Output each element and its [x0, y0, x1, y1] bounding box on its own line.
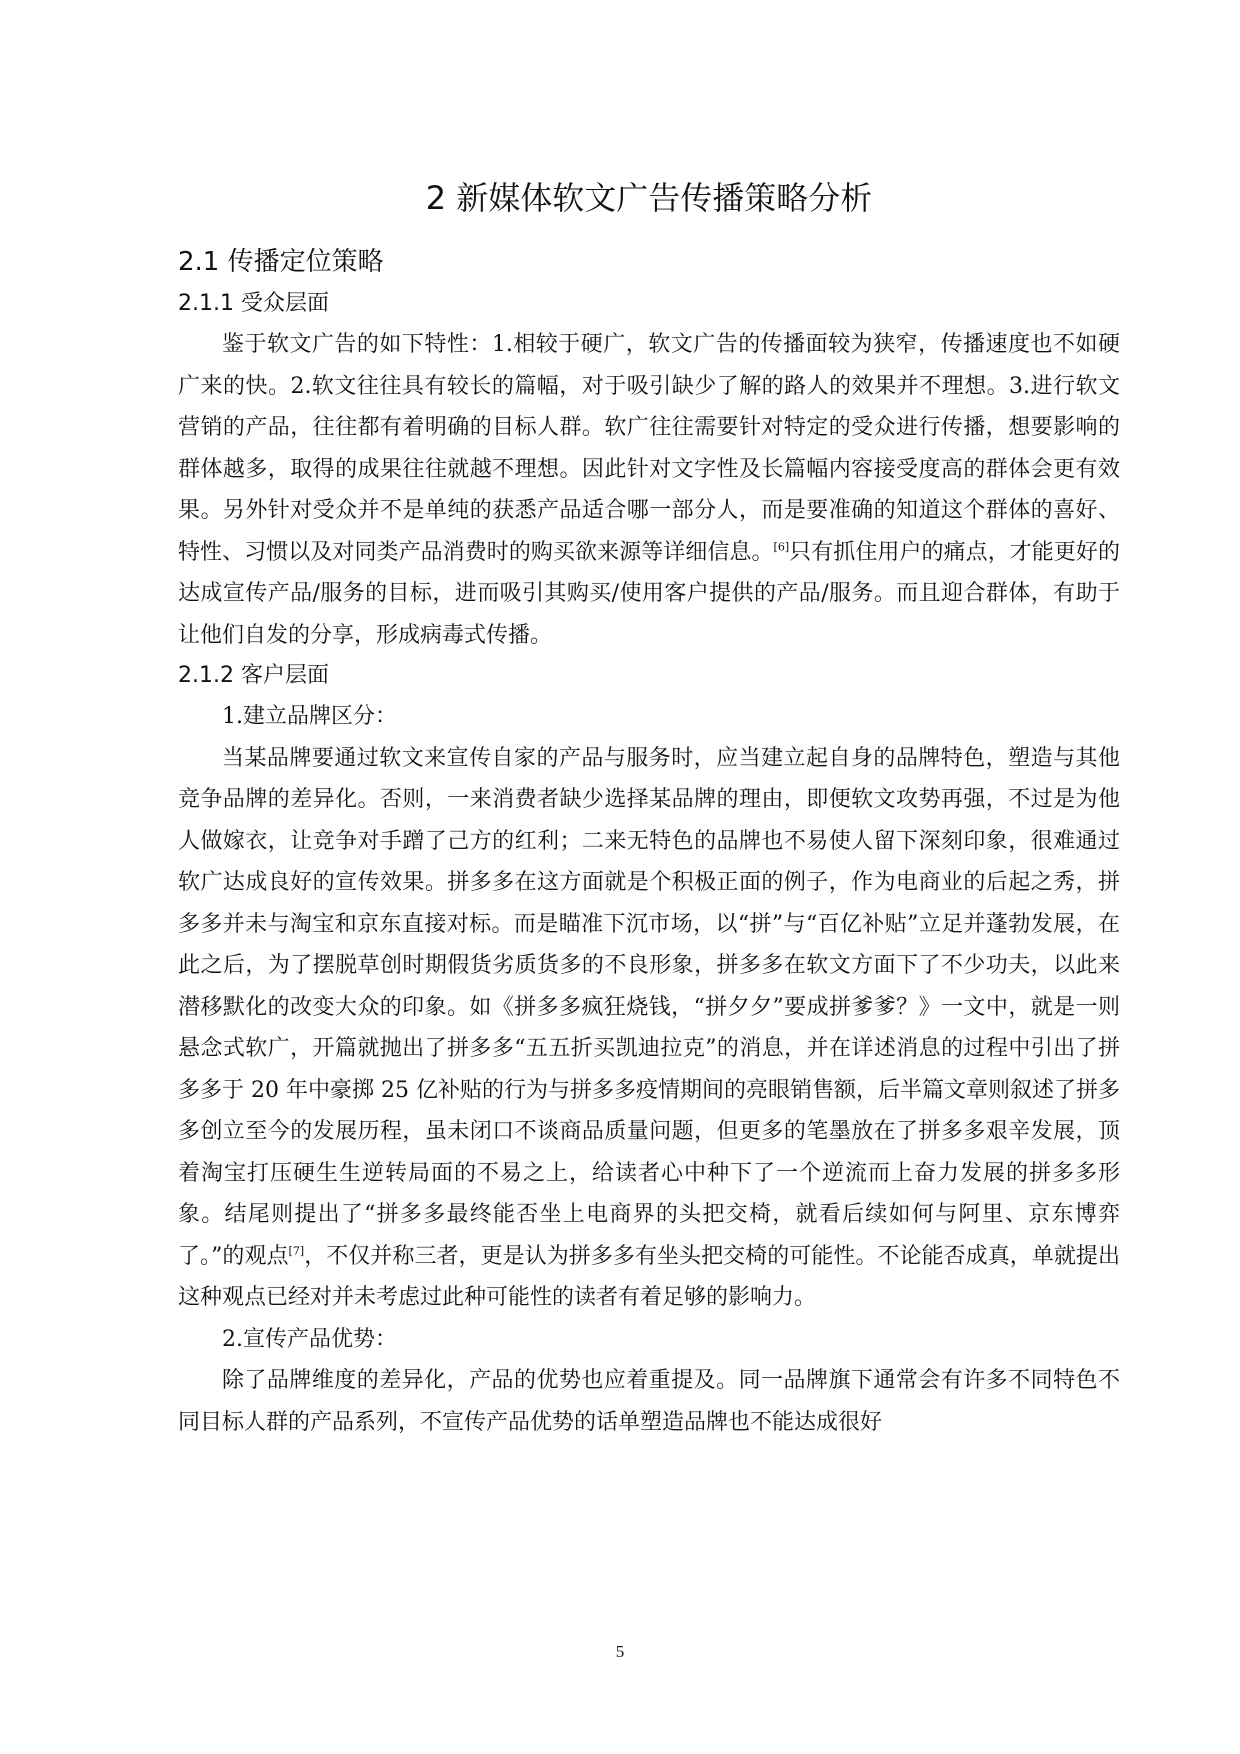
paragraph-product: 除了品牌维度的差异化，产品的优势也应着重提及。同一品牌旗下通常会有许多不同特色不同目标人群的产品系列，不宣传产品优势的话单塑造品牌也不能达成很好	[178, 1368, 1120, 1435]
chapter-title: 2 新媒体软文广告传播策略分析	[425, 179, 873, 217]
subheading-product: 2.宣传产品优势：	[222, 1326, 397, 1352]
paragraph-text: 鉴于软文广告的如下特性：1.相较于硬广，软文广告的传播面较为狭窄，传播速度也不如硬广来的快。2.软文往往具有较长的篇幅，对于吸引缺少了解的路人的效果并不理想。3.进行软文营销的产品，往往都有着明确的目标人群。软广往往需要针对特定的受众进行传播，想要影响的群体越多，取得的成果往往就越不理想。因此针对文字性及长篇幅内容接受度高的群体会更有效果。另外针对受众并不是单纯的获悉产品适合哪一部分人，而是要准确的知道这个群体的喜好、特性、习惯以及对同类产品消费时的购买欲来源等详细信息。	[178, 332, 1120, 565]
citation-ref: [6]	[773, 540, 790, 554]
paragraph-text: ，不仅并称三者，更是认为拼多多有坐头把交椅的可能性。不论能否成真，单就提出这种观点已经对并未考虑过此种可能性的读者有着足够的影响力。	[178, 1243, 1120, 1310]
paragraph-audience	[178, 324, 1120, 656]
citation-ref: [7]	[288, 1244, 305, 1258]
paragraph-brand	[178, 738, 1120, 1319]
section-heading-2-1: 2.1 传播定位策略	[178, 247, 384, 277]
document-page	[178, 150, 1120, 1443]
section-heading-2-1-1: 2.1.1 受众层面	[178, 291, 329, 316]
paragraph-text: 当某品牌要通过软文来宣传自家的产品与服务时，应当建立起自身的品牌特色，塑造与其他竞争品牌的差异化。否则，一来消费者缺少选择某品牌的理由，即便软文攻势再强，不过是为他人做嫁衣，让竞争对手蹭了己方的红利；二来无特色的品牌也不易使人留下深刻印象，很难通过软广达成良好的宣传效果。拼多多在这方面就是个积极正面的例子，作为电商业的后起之秀，拼多多并未与淘宝和京东直接对标。而是瞄准下沉市场，以“拼”与“百亿补贴”立足并蓬勃发展，在此之后，为了摆脱草创时期假货劣质货多的不良形象，拼多多在软文方面下了不少功夫，以此来潜移默化的改变大众的印象。如《拼多多疯狂烧钱，“拼夕夕”要成拼爹爹？》一文中，就是一则悬念式软广，开篇就抛出了拼多多“五五折买凯迪拉克”的消息，并在详述消息的过程中引出了拼多多于 20 年中豪掷 25 亿补贴的行为与拼多多疫情期间的亮眼销售额，后半篇文章则叙述了拼多多创立至今的发展历程，虽未闭口不谈商品质量问题，但更多的笔墨放在了拼多多艰辛发展，顶着淘宝打压硬生生逆转局面的不易之上，给读者心中种下了一个逆流而上奋力发展的拼多多形象。结尾则提出了“拼多多最终能否坐上电商界的头把交椅，就看后续如何与阿里、京东博弈了。”的观点	[178, 745, 1120, 1269]
subheading-brand: 1.建立品牌区分：	[222, 704, 397, 729]
page-number: 5	[615, 1642, 625, 1661]
section-heading-2-1-2: 2.1.2 客户层面	[178, 663, 329, 688]
paragraph-text: 只有抓住用户的痛点，才能更好的达成宣传产品/服务的目标，进而吸引其购买/使用客户提供的产品/服务。而且迎合群体，有助于让他们自发的分享，形成病毒式传播。	[178, 539, 1120, 648]
